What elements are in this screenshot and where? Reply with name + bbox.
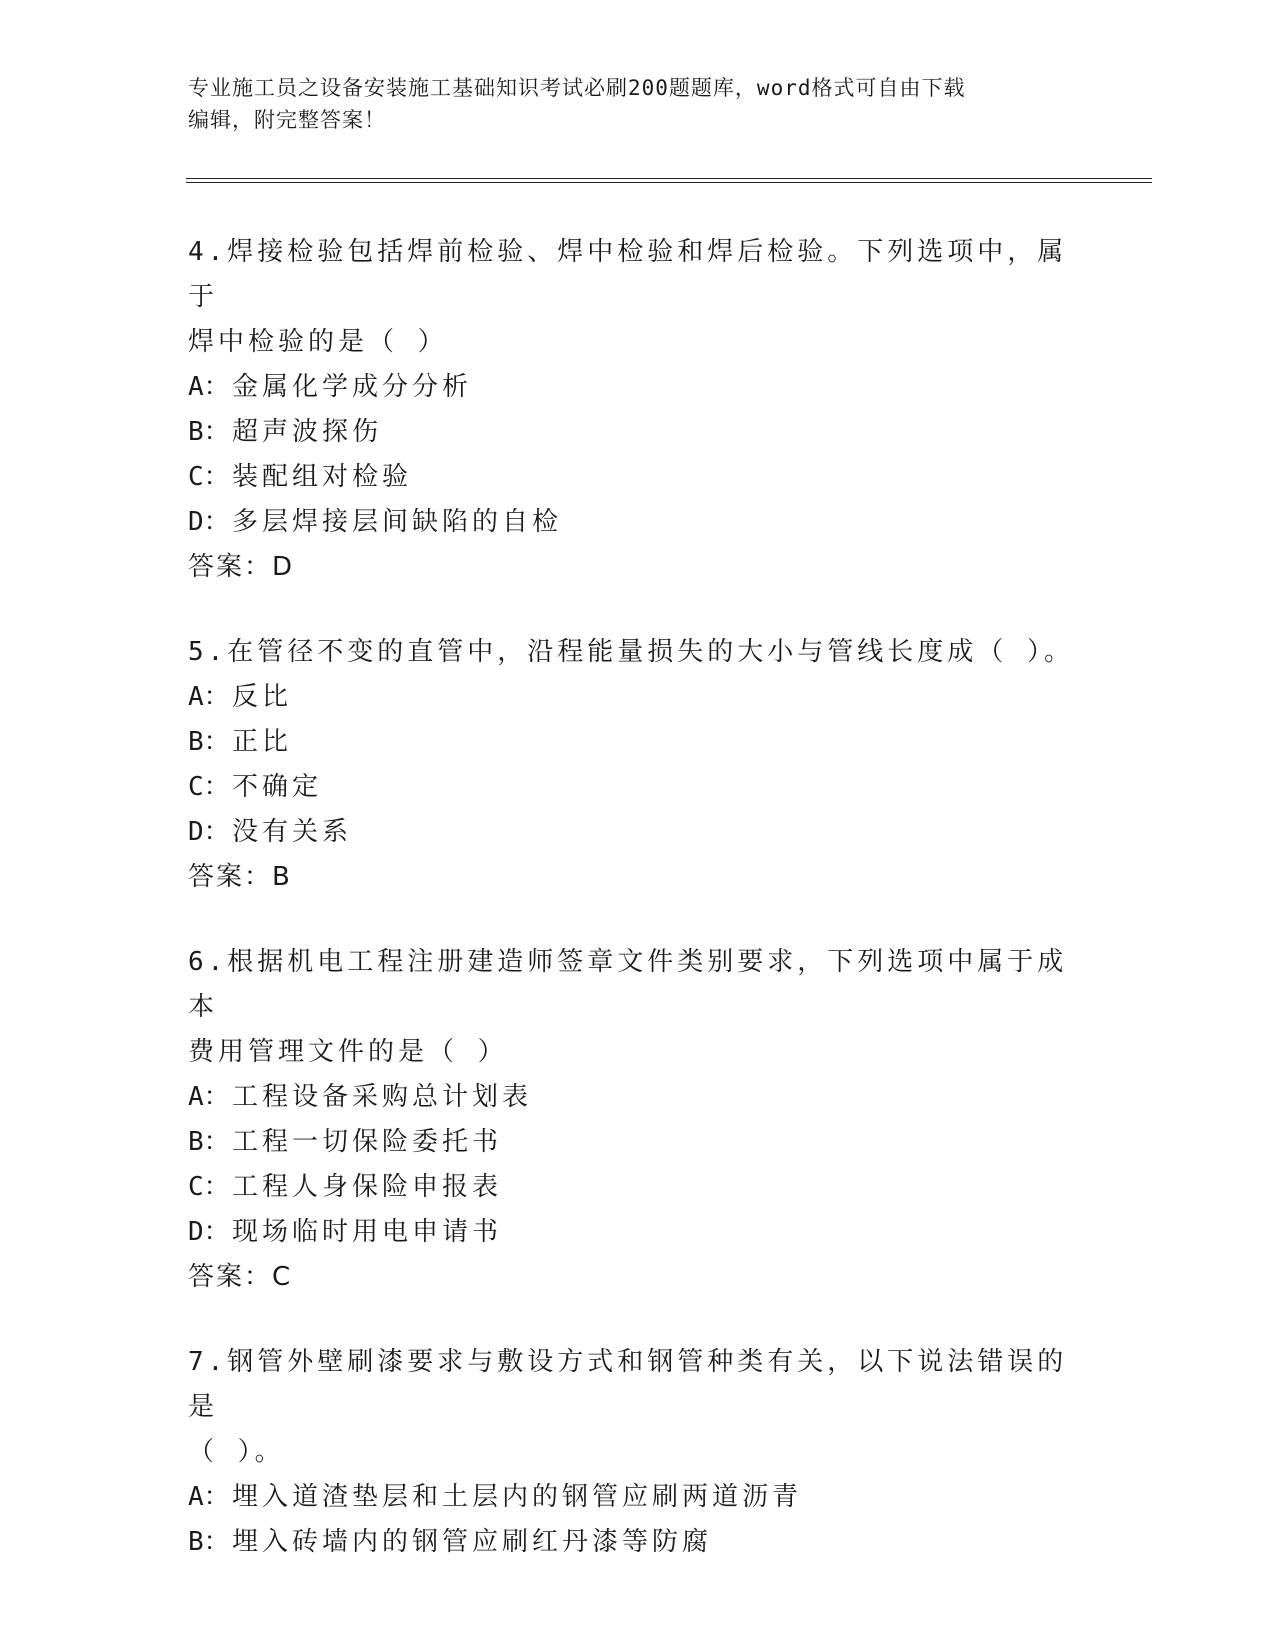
option-text: 反比 xyxy=(232,682,293,712)
question-6 xyxy=(188,940,1088,1300)
option-key: C： xyxy=(188,1172,230,1202)
option-key: B： xyxy=(188,727,230,757)
question-stem-line-1: 4.焊接检验包括焊前检验、焊中检验和焊后检验。下列选项中，属于 xyxy=(188,237,1068,312)
option-text: 金属化学成分分析 xyxy=(232,372,473,402)
option-key: A： xyxy=(188,1082,230,1112)
option-b xyxy=(188,1120,1088,1165)
question-stem-line-1: 6.根据机电工程注册建造师签章文件类别要求，下列选项中属于成本 xyxy=(188,947,1068,1022)
option-text: 多层焊接层间缺陷的自检 xyxy=(232,507,563,537)
option-c xyxy=(188,765,1088,810)
option-key: C： xyxy=(188,772,230,802)
option-key: D： xyxy=(188,817,230,847)
option-a xyxy=(188,675,1088,720)
option-text: 工程设备采购总计划表 xyxy=(232,1082,533,1112)
option-text: 埋入砖墙内的钢管应刷红丹漆等防腐 xyxy=(232,1527,713,1557)
question-5 xyxy=(188,630,1088,900)
option-b xyxy=(188,1520,1088,1565)
option-text: 埋入道渣垫层和土层内的钢管应刷两道沥青 xyxy=(232,1482,803,1512)
option-key: A： xyxy=(188,372,230,402)
answer-label: 答案：D xyxy=(188,552,295,582)
option-key: D： xyxy=(188,1217,230,1247)
question-stem-line-1: 5.在管径不变的直管中，沿程能量损失的大小与管线长度成（ ）。 xyxy=(188,637,1074,667)
header-title-line-2: 编辑，附完整答案！ xyxy=(188,108,386,132)
option-d xyxy=(188,810,1088,855)
option-text: 工程人身保险申报表 xyxy=(232,1172,503,1202)
option-d xyxy=(188,500,1088,545)
question-stem-line-2: 费用管理文件的是（ ） xyxy=(188,1037,508,1067)
option-b xyxy=(188,720,1088,765)
option-b xyxy=(188,410,1088,455)
question-stem-line-1: 7.钢管外壁刷漆要求与敷设方式和钢管种类有关，以下说法错误的是 xyxy=(188,1347,1068,1422)
question-list xyxy=(188,230,1088,1605)
question-stem-line-2: （ ）。 xyxy=(188,1437,285,1467)
option-text: 装配组对检验 xyxy=(232,462,413,492)
option-key: A： xyxy=(188,1482,230,1512)
option-c xyxy=(188,455,1088,500)
header-divider-bottom xyxy=(186,182,1152,183)
answer-label: 答案：C xyxy=(188,1262,293,1292)
option-key: B： xyxy=(188,1527,230,1557)
option-text: 不确定 xyxy=(232,772,323,802)
option-a xyxy=(188,1475,1088,1520)
document-header xyxy=(188,72,1068,136)
option-text: 现场临时用电申请书 xyxy=(232,1217,503,1247)
option-a xyxy=(188,1075,1088,1120)
option-key: D： xyxy=(188,507,230,537)
option-key: C： xyxy=(188,462,230,492)
option-a xyxy=(188,365,1088,410)
option-d xyxy=(188,1210,1088,1255)
question-stem-line-2: 焊中检验的是（ ） xyxy=(188,327,448,357)
option-key: A： xyxy=(188,682,230,712)
option-text: 没有关系 xyxy=(232,817,353,847)
option-c xyxy=(188,1165,1088,1210)
option-text: 正比 xyxy=(232,727,293,757)
question-7 xyxy=(188,1340,1088,1565)
header-title-line-1: 专业施工员之设备安装施工基础知识考试必刷200题题库，word格式可自由下载 xyxy=(188,76,966,100)
option-text: 工程一切保险委托书 xyxy=(232,1127,503,1157)
option-text: 超声波探伤 xyxy=(232,417,383,447)
question-4 xyxy=(188,230,1088,590)
option-key: B： xyxy=(188,417,230,447)
answer-label: 答案：B xyxy=(188,862,292,892)
header-divider-top xyxy=(186,178,1152,179)
option-key: B： xyxy=(188,1127,230,1157)
